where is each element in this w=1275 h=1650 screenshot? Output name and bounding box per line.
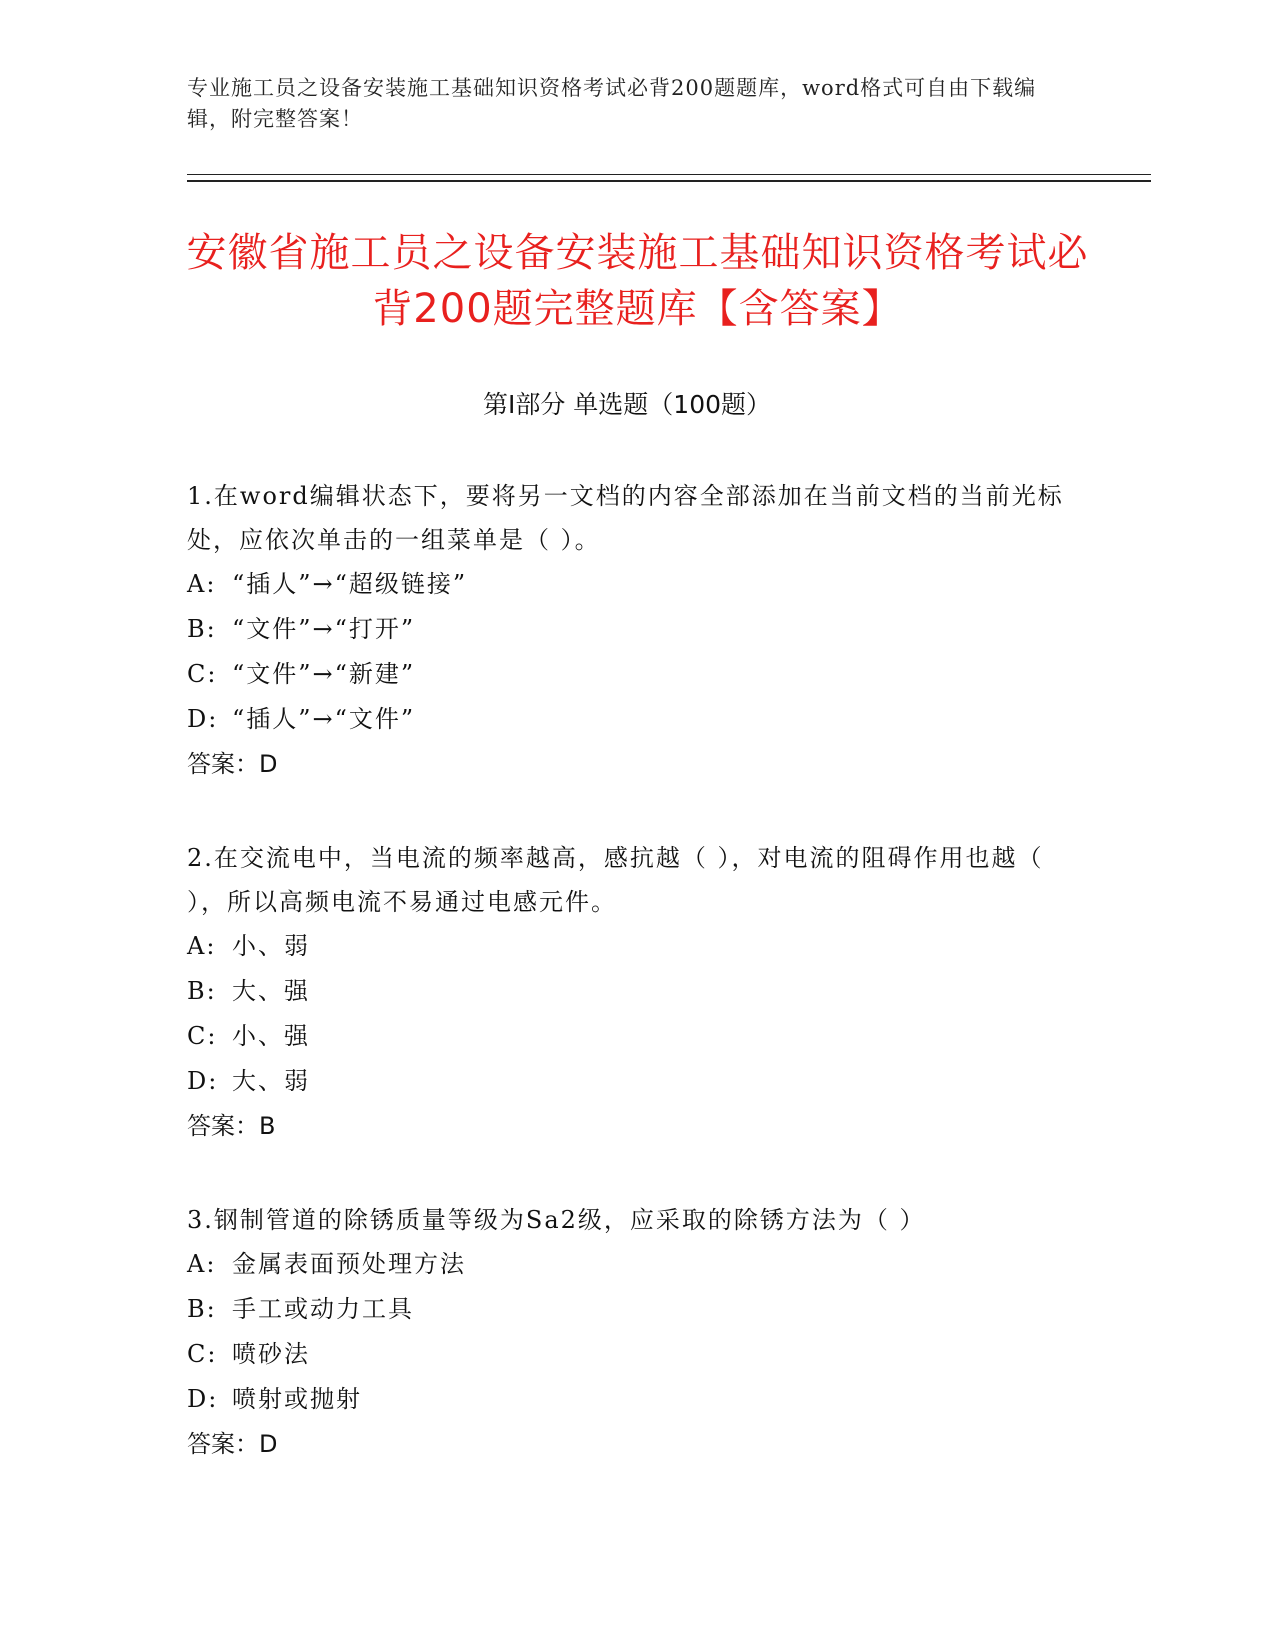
- question-stem: 1.在word编辑状态下，要将另一文档的内容全部添加在当前文档的当前光标处，应依次单击的一组菜单是（ ）。: [187, 482, 1064, 554]
- answer-line: 答案：D: [187, 1430, 278, 1458]
- header-divider-thin: [187, 174, 1151, 175]
- option-d: [187, 697, 1067, 742]
- option-key: D:: [187, 1385, 219, 1413]
- option-text: “文件”→“打开”: [232, 615, 416, 643]
- option-text: 金属表面预处理方法: [232, 1250, 466, 1278]
- option-text: 大、弱: [232, 1067, 310, 1095]
- option-text: 小、弱: [232, 932, 310, 960]
- section-heading: 第I部分 单选题（100题）: [482, 390, 772, 419]
- question-2: [187, 836, 1067, 1149]
- option-text: 小、强: [232, 1022, 310, 1050]
- option-c: [187, 1332, 1067, 1377]
- option-text: 手工或动力工具: [232, 1295, 414, 1323]
- option-key: C:: [187, 1340, 218, 1368]
- option-c: [187, 1014, 1067, 1059]
- header-note: 专业施工员之设备安装施工基础知识资格考试必背200题题库，word格式可自由下载编辑，附完整答案！: [187, 76, 1037, 131]
- option-key: A:: [187, 1250, 217, 1278]
- question-1: [187, 474, 1067, 787]
- option-key: D:: [187, 705, 219, 733]
- option-text: 喷砂法: [232, 1340, 310, 1368]
- option-key: B:: [187, 977, 217, 1005]
- option-text: “插人”→“文件”: [232, 705, 416, 733]
- option-b: [187, 1287, 1067, 1332]
- option-text: “文件”→“新建”: [232, 660, 416, 688]
- question-stem: 2.在交流电中，当电流的频率越高，感抗越（ ），对电流的阻碍作用也越（ ），所以高频电流不易通过电感元件。: [187, 844, 1044, 916]
- option-key: C:: [187, 660, 218, 688]
- answer-line: 答案：B: [187, 1112, 276, 1140]
- option-key: D:: [187, 1067, 219, 1095]
- option-d: [187, 1059, 1067, 1104]
- option-text: “插人”→“超级链接”: [232, 570, 468, 598]
- option-key: B:: [187, 1295, 217, 1323]
- option-b: [187, 607, 1067, 652]
- option-a: [187, 562, 1067, 607]
- document-title: 安徽省施工员之设备安装施工基础知识资格考试必背200题完整题库【含答案】: [186, 230, 1089, 332]
- option-c: [187, 652, 1067, 697]
- option-key: A:: [187, 932, 217, 960]
- header-divider-thick: [187, 180, 1151, 182]
- option-b: [187, 969, 1067, 1014]
- option-key: A:: [187, 570, 217, 598]
- option-d: [187, 1377, 1067, 1422]
- option-text: 喷射或抛射: [232, 1385, 362, 1413]
- option-key: B:: [187, 615, 217, 643]
- option-a: [187, 924, 1067, 969]
- question-3: [187, 1198, 1067, 1467]
- option-text: 大、强: [232, 977, 310, 1005]
- answer-line: 答案：D: [187, 750, 278, 778]
- option-key: C:: [187, 1022, 218, 1050]
- question-stem: 3.钢制管道的除锈质量等级为Sa2级，应采取的除锈方法为（ ）: [187, 1206, 926, 1234]
- option-a: [187, 1242, 1067, 1287]
